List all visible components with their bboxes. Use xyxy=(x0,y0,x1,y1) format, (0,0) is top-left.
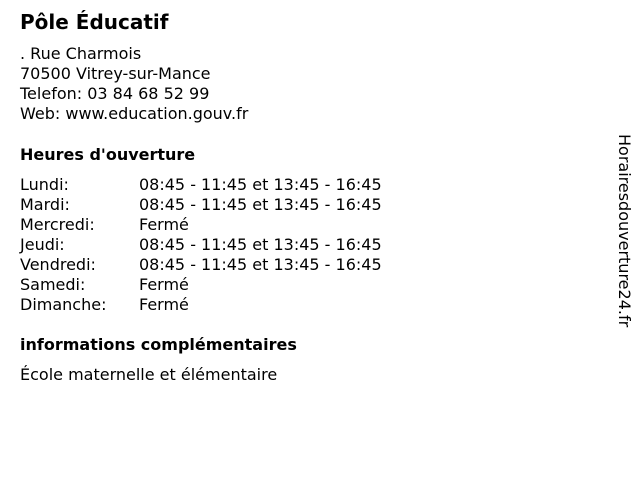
page-title: Pôle Éducatif xyxy=(20,10,169,34)
time-value: Fermé xyxy=(139,215,189,234)
day-label: Mardi: xyxy=(20,195,70,214)
time-value: Fermé xyxy=(139,295,189,314)
city-line: 70500 Vitrey-sur-Mance xyxy=(20,64,211,83)
info-text: École maternelle et élémentaire xyxy=(20,365,278,384)
day-label: Mercredi: xyxy=(20,215,95,234)
address-block xyxy=(20,44,248,124)
time-value: 08:45 - 11:45 et 13:45 - 16:45 xyxy=(139,175,382,194)
day-label: Samedi: xyxy=(20,275,86,294)
time-value: Fermé xyxy=(139,275,189,294)
hours-heading: Heures d'ouverture xyxy=(20,145,196,164)
day-label: Dimanche: xyxy=(20,295,107,314)
info-heading: informations complémentaires xyxy=(20,335,297,354)
day-label: Jeudi: xyxy=(20,235,65,254)
day-label: Lundi: xyxy=(20,175,69,194)
time-value: 08:45 - 11:45 et 13:45 - 16:45 xyxy=(139,195,382,214)
web-line: Web: www.education.gouv.fr xyxy=(20,104,249,123)
watermark: Horairesdouverture24.fr xyxy=(615,134,634,328)
time-value: 08:45 - 11:45 et 13:45 - 16:45 xyxy=(139,235,382,254)
day-label: Vendredi: xyxy=(20,255,96,274)
time-value: 08:45 - 11:45 et 13:45 - 16:45 xyxy=(139,255,382,274)
street-line: . Rue Charmois xyxy=(20,44,142,63)
phone-line: Telefon: 03 84 68 52 99 xyxy=(20,84,210,103)
